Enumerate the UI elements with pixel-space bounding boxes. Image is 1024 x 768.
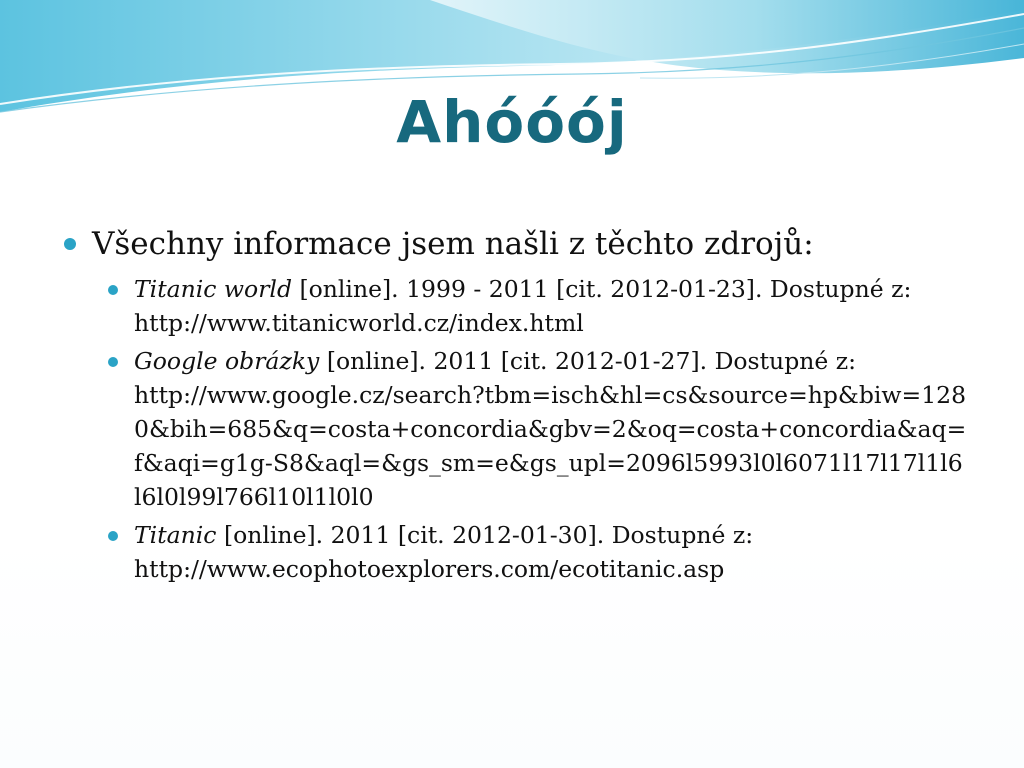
source-details: [online]. 1999 - 2011 [cit. 2012-01-23]. Dostupné z: <box>299 275 912 303</box>
source-name: Titanic world <box>134 275 292 303</box>
source-details: [online]. 2011 [cit. 2012-01-30]. Dostupné z: <box>223 521 754 549</box>
bullet-dot-icon <box>108 357 118 367</box>
sources-list <box>104 272 967 586</box>
source-item <box>104 272 967 340</box>
slide-title: Ahóóój <box>396 88 628 156</box>
source-item <box>104 344 967 514</box>
source-name: Titanic <box>134 521 217 549</box>
source-url[interactable]: http://www.google.cz/search?tbm=isch&hl=cs&source=hp&biw=1280&bih=685&q=costa+concordia&gbv=2&oq=costa+concordia&aq=f&aqi=g1g-S8&aql=&gs_sm=e&gs_upl=2096l5993l0l6071l17l17l1l6l6l0l99l766l10l1l0l0 <box>134 381 967 511</box>
source-details: [online]. 2011 [cit. 2012-01-27]. Dostupné z: <box>326 347 857 375</box>
source-name: Google obrázky <box>134 347 320 375</box>
bullet-dot-icon <box>64 238 76 250</box>
bullet-dot-icon <box>108 531 118 541</box>
source-url[interactable]: http://www.titanicworld.cz/index.html <box>134 309 584 337</box>
main-bullet-text: Všechny informace jsem našli z těchto zdrojů: <box>92 226 814 262</box>
bullet-dot-icon <box>108 285 118 295</box>
source-item <box>104 518 967 586</box>
slide-content <box>62 222 967 590</box>
source-url[interactable]: http://www.ecophotoexplorers.com/ecotitanic.asp <box>134 555 725 583</box>
main-bullet-item <box>62 222 967 266</box>
